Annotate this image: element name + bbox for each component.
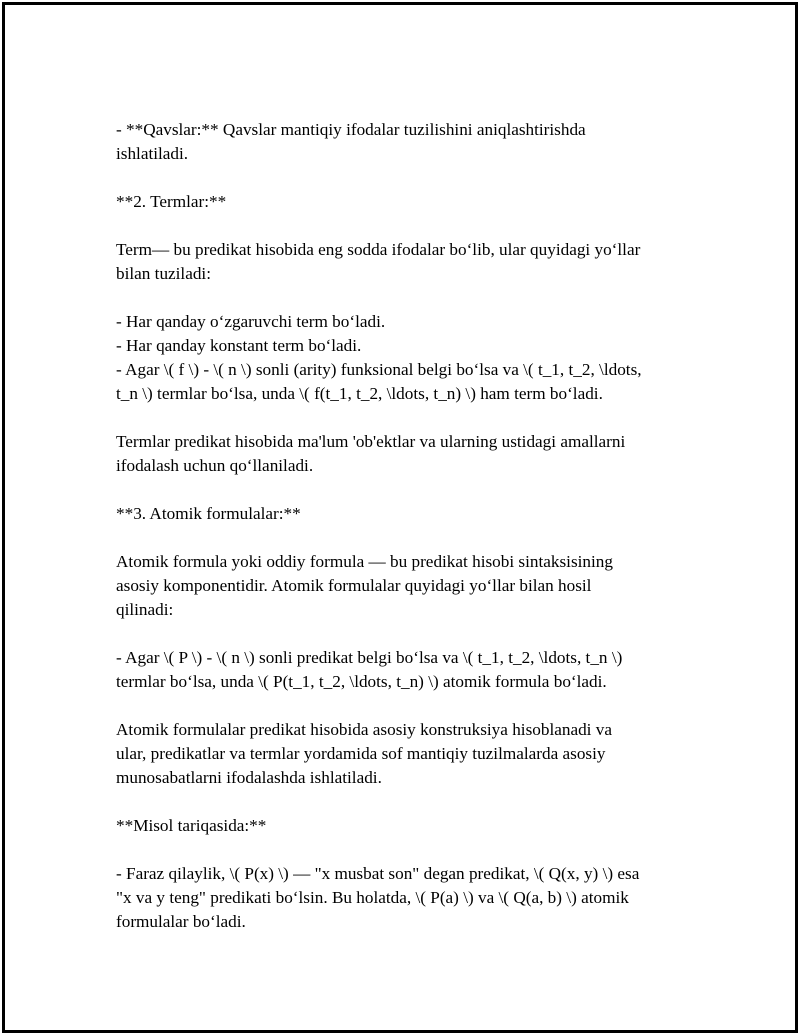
text-line: asosiy komponentidir. Atomik formulalar quyidagi yo‘llar bilan hosil <box>116 576 592 595</box>
list-item-continuation: t_n \) termlar bo‘lsa, unda \( f(t_1, t_2, \ldots, t_n) \) ham term bo‘ladi. <box>116 384 603 403</box>
text-line: termlar bo‘lsa, unda \( P(t_1, t_2, \ldots, t_n) \) atomik formula bo‘ladi. <box>116 672 607 691</box>
paragraph-qavslar <box>116 118 706 166</box>
text-line: - **Qavslar:** Qavslar mantiqiy ifodalar tuzilishini aniqlashtirishda <box>116 120 586 139</box>
paragraph-example <box>116 862 706 934</box>
paragraph-atomic-rule <box>116 646 706 694</box>
text-line: qilinadi: <box>116 600 174 619</box>
text-line: formulalar bo‘ladi. <box>116 912 246 931</box>
heading-misol <box>116 814 706 838</box>
heading-text: **Misol tariqasida:** <box>116 816 267 835</box>
heading-text: **3. Atomik formulalar:** <box>116 504 301 523</box>
heading-termlar <box>116 190 706 214</box>
paragraph-term-definition <box>116 238 706 286</box>
text-line: munosabatlarni ifodalashda ishlatiladi. <box>116 768 382 787</box>
list-item: - Agar \( f \) - \( n \) sonli (arity) funksional belgi bo‘lsa va \( t_1, t_2, \ldots, <box>116 360 642 379</box>
text-line: bilan tuziladi: <box>116 264 211 283</box>
text-line: ular, predikatlar va termlar yordamida sof mantiqiy tuzilmalarda asosiy <box>116 744 606 763</box>
list-item: - Har qanday konstant term bo‘ladi. <box>116 336 362 355</box>
list-item: - Har qanday o‘zgaruvchi term bo‘ladi. <box>116 312 386 331</box>
text-line: - Faraz qilaylik, \( P(x) \) — "x musbat son" degan predikat, \( Q(x, y) \) esa <box>116 864 640 883</box>
text-line: - Agar \( P \) - \( n \) sonli predikat belgi bo‘lsa va \( t_1, t_2, \ldots, t_n \) <box>116 648 623 667</box>
list-term-rules <box>116 310 706 406</box>
heading-text: **2. Termlar:** <box>116 192 227 211</box>
paragraph-atomic-definition <box>116 550 706 622</box>
text-line: Term— bu predikat hisobida eng sodda ifodalar bo‘lib, ular quyidagi yo‘llar <box>116 240 641 259</box>
document-body <box>116 118 706 958</box>
text-line: ifodalash uchun qo‘llaniladi. <box>116 456 314 475</box>
text-line: Termlar predikat hisobida ma'lum 'ob'ektlar va ularning ustidagi amallarni <box>116 432 626 451</box>
text-line: ishlatiladi. <box>116 144 189 163</box>
paragraph-terms-usage <box>116 430 706 478</box>
paragraph-atomic-usage <box>116 718 706 790</box>
text-line: Atomik formula yoki oddiy formula — bu predikat hisobi sintaksisining <box>116 552 613 571</box>
text-line: "x va y teng" predikati bo‘lsin. Bu holatda, \( P(a) \) va \( Q(a, b) \) atomik <box>116 888 629 907</box>
text-line: Atomik formulalar predikat hisobida asosiy konstruksiya hisoblanadi va <box>116 720 612 739</box>
heading-atomik-formulalar <box>116 502 706 526</box>
